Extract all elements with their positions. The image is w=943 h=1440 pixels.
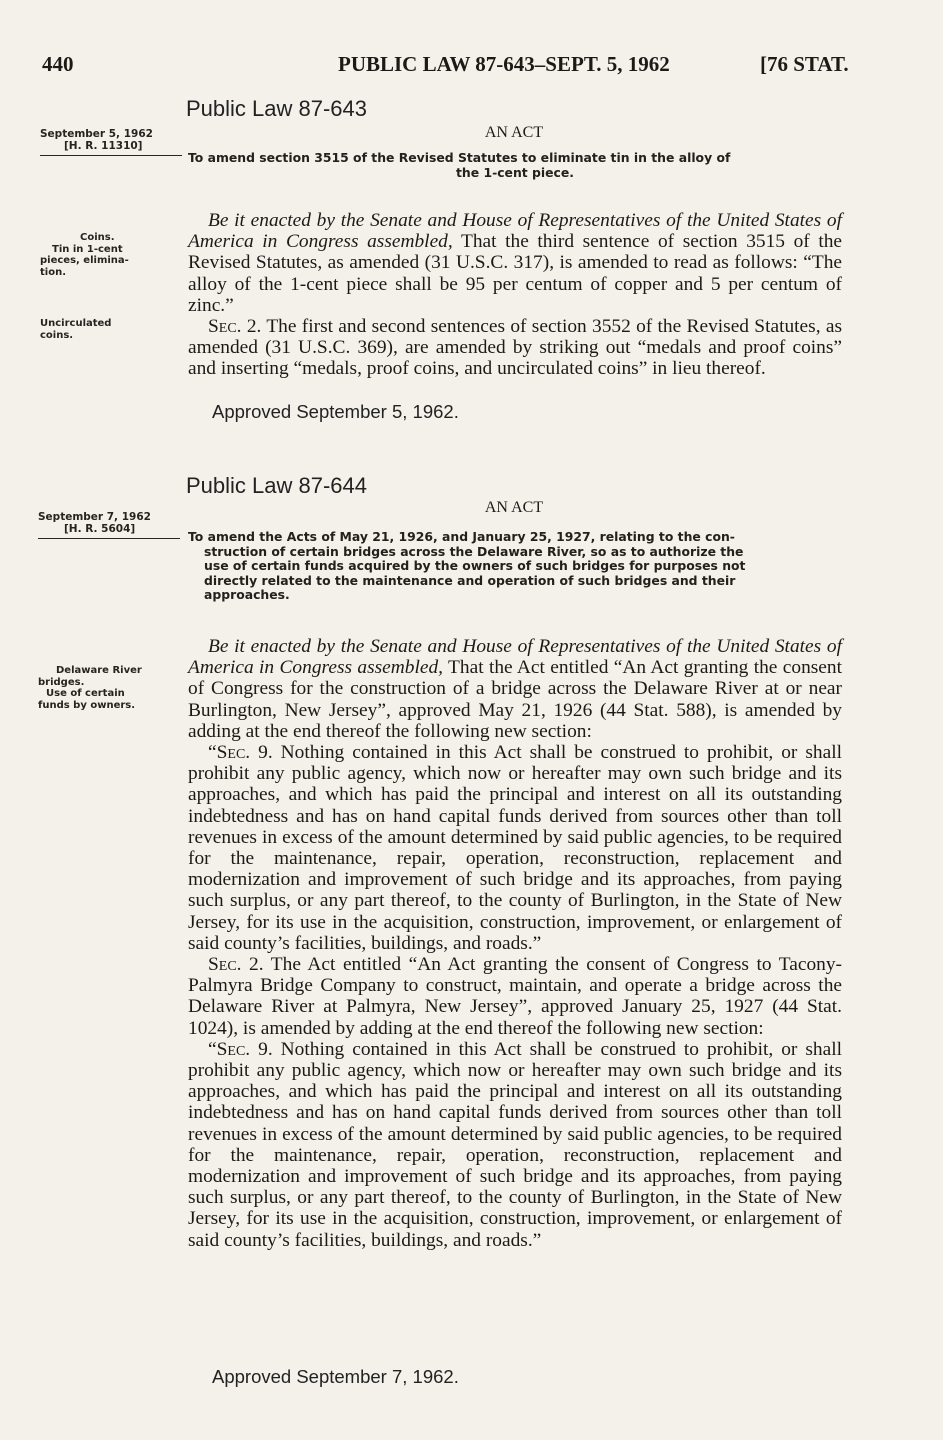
enactment-date-block-1 bbox=[40, 128, 190, 156]
note-line: coins. bbox=[40, 329, 74, 341]
bill-number: [H. R. 11310] bbox=[64, 140, 143, 152]
paragraph-text: The Act entitled “An Act granting the consent of Congress to Tacony-Palmyra Bridge Company to construct, maintain, and operate a bridge across the Delaware River at Palmyra, New Jersey”, approved January 25, 1927 (44 Stat. 1024), is amended by adding at the end thereof the following new section: bbox=[188, 954, 842, 1039]
enacting-paragraph bbox=[188, 636, 842, 742]
note-line: tion. bbox=[40, 266, 66, 278]
paragraph-text: Nothing contained in this Act shall be construed to prohibit, or shall prohibit any public agency, which now or hereafter may own such bridge and its approaches, and which has paid the principal and interest on all its outstanding indebtedness and has on hand capital funds derived from sources other than toll revenues in excess of the amount determined by said public agencies, to be required for the maintenance, repair, operation, reconstruction, replacement and modernization and improvement of such bridge and its approaches, from paying such surplus, or any part thereof, to the county of Burlington, in the State of New Jersey, for its use in the acquisition, construction, improvement, or enlargement of said county’s facilities, buildings, and roads.” bbox=[188, 1038, 842, 1251]
law1-body bbox=[188, 210, 842, 380]
margin-note-coins bbox=[38, 232, 178, 278]
note-line: Use of certain bbox=[46, 688, 125, 699]
section-label: Sec. 2. bbox=[208, 954, 264, 976]
running-header bbox=[0, 52, 943, 80]
note-line: Delaware River bbox=[56, 665, 142, 676]
note-line: Uncirculated bbox=[40, 318, 112, 329]
enactment-date-block-2 bbox=[38, 511, 188, 539]
section-label: “Sec. 9. bbox=[208, 1038, 273, 1060]
section-label: “Sec. 9. bbox=[208, 742, 273, 764]
margin-rule bbox=[38, 538, 180, 539]
purpose-line: To amend the Acts of May 21, 1926, and January 25, 1927, relating to the con- bbox=[188, 529, 735, 544]
new-section-9-burlington bbox=[188, 742, 842, 954]
paragraph-text: That the third sentence of section 3515 of the Revised Statutes, as amended (31 U.S.C. 317), is amended to read as follows: “The alloy of the 1-cent piece shall be 95 per centum of copper and 5 per centum of zinc.” bbox=[188, 231, 843, 316]
note-line: Coins. bbox=[80, 232, 115, 243]
law-title-87-643: Public Law 87-643 bbox=[186, 96, 368, 121]
purpose-line: the 1-cent piece. bbox=[455, 164, 574, 180]
margin-note-delaware bbox=[38, 665, 178, 711]
purpose-line: directly related to the maintenance and operation of such bridges and their bbox=[204, 572, 736, 588]
act-purpose bbox=[188, 530, 842, 603]
purpose-line: use of certain funds acquired by the owners of such bridges for purposes not bbox=[204, 558, 746, 573]
an-act-heading: AN ACT bbox=[484, 499, 544, 516]
act-purpose bbox=[188, 151, 842, 180]
law2-body bbox=[188, 636, 842, 1251]
purpose-line: To amend section 3515 of the Revised Statutes to eliminate tin in the alloy of bbox=[188, 150, 731, 165]
purpose-line: approaches. bbox=[204, 587, 290, 602]
enacting-clause: Be it enacted by the Senate and House of Representatives of the United States of America in Congress assembled, bbox=[188, 210, 842, 253]
enacting-clause: Be it enacted by the Senate and House of Representatives of the United States of America in Congress assembled, bbox=[188, 636, 842, 679]
new-section-9-palmyra bbox=[188, 1039, 842, 1251]
section-2-paragraph bbox=[188, 316, 842, 380]
approval-line-2: Approved September 7, 1962. bbox=[212, 1366, 459, 1387]
enacting-paragraph bbox=[188, 210, 842, 316]
note-line: funds by owners. bbox=[38, 699, 136, 711]
margin-note-uncirculated bbox=[38, 318, 178, 341]
running-title: PUBLIC LAW 87-643–SEPT. 5, 1962 bbox=[338, 52, 670, 76]
enactment-date: September 5, 1962 bbox=[40, 128, 153, 140]
purpose-line: struction of certain bridges across the Delaware River, so as to authorize the bbox=[204, 543, 744, 559]
enactment-date: September 7, 1962 bbox=[38, 511, 151, 523]
an-act-heading: AN ACT bbox=[484, 124, 544, 141]
paragraph-text: Nothing contained in this Act shall be construed to prohibit, or shall prohibit any public agency, which now or hereafter may own such bridge and its approaches, and which has paid the principal and interest on all its outstanding indebtedness and has on hand capital funds derived from sources other than toll revenues in excess of the amount determined by said public agencies, to be required for the maintenance, repair, operation, reconstruction, replacement and modernization and improvement of such bridge and its approaches, from paying such surplus, or any part thereof, to the county of Burlington, in the State of New Jersey, for its use in the acquisition, construction, improvement, or enlargement of said county’s facilities, buildings, and roads.” bbox=[188, 742, 842, 954]
note-line: bridges. bbox=[38, 676, 85, 688]
margin-rule bbox=[40, 155, 182, 156]
section-label: Sec. 2. bbox=[208, 316, 262, 338]
page-number: 440 bbox=[42, 52, 74, 76]
section-2-paragraph bbox=[188, 954, 842, 1039]
statute-reference: [76 STAT. bbox=[760, 52, 849, 76]
paragraph-text: That the Act entitled “An Act granting the consent of Congress for the construction of a bridge across the Delaware River at or near Burlington, New Jersey”, approved May 21, 1926 (44 Stat. 588), is amended by adding at the end thereof the following new section: bbox=[188, 657, 842, 742]
paragraph-text: The first and second sentences of section 3552 of the Revised Statutes, as amended (31 U.S.C. 369), are amended by striking out “medals and proof coins” and inserting “medals, proof coins, and uncirculated coins” in lieu thereof. bbox=[188, 316, 843, 380]
approval-line-1: Approved September 5, 1962. bbox=[212, 401, 459, 422]
note-line: Tin in 1-cent bbox=[52, 243, 123, 255]
law-title-87-644: Public Law 87-644 bbox=[186, 473, 368, 498]
bill-number: [H. R. 5604] bbox=[64, 523, 136, 535]
note-line: pieces, elimina- bbox=[40, 255, 129, 266]
